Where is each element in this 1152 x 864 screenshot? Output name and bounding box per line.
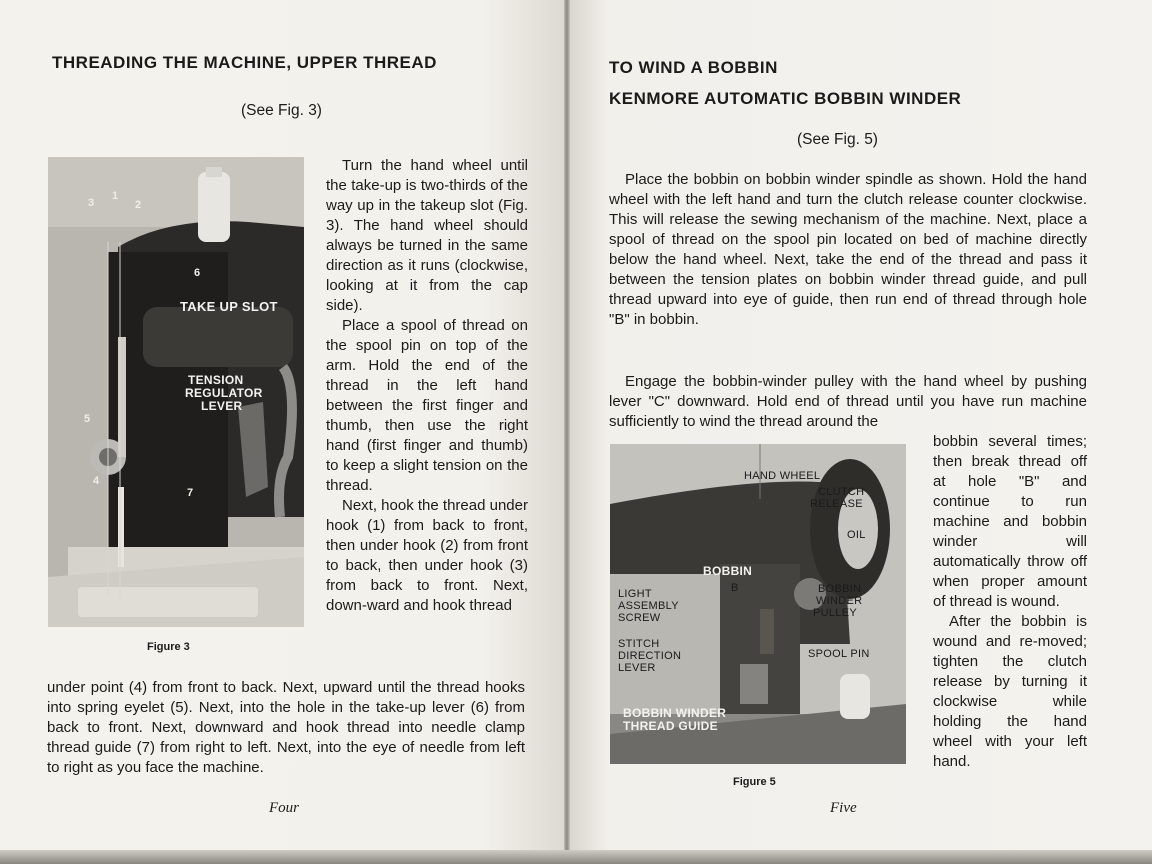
right-page bbox=[568, 0, 1152, 864]
paragraph-after-wound: After the bobbin is wound and re-moved; tighten the clutch release by turning it clockwise while holding the hand wheel with your left hand. bbox=[933, 613, 1087, 770]
point-number-4: 4 bbox=[93, 475, 100, 487]
paragraph-engage-pulley: Engage the bobbin-winder pulley with the hand wheel by pushing lever "C" downward. Hold end of thread until you have run machine sufficiently to wind the thread around the bbox=[609, 373, 1087, 430]
clutch-label-line1: CLUTCH bbox=[818, 486, 865, 498]
stitch-lever-label-line1: STITCH bbox=[618, 638, 660, 650]
tension-label-line1: TENSION bbox=[188, 373, 244, 387]
figure-5-photo bbox=[610, 444, 906, 764]
stitch-lever-label-line2: DIRECTION bbox=[618, 650, 682, 662]
hand-wheel-label: HAND WHEEL bbox=[744, 470, 821, 482]
figure-3-caption: Figure 3 bbox=[147, 641, 190, 653]
paragraph-spool: Place a spool of thread on the spool pin on top of the arm. Hold the end of the thread in the left hand between the first finger and thumb, then use the right hand (first finger and thumb) to keep a slight tension on the thread. bbox=[326, 317, 528, 494]
winder-pulley-label-line2: WINDER bbox=[816, 595, 863, 607]
see-figure-reference: (See Fig. 5) bbox=[797, 131, 878, 148]
paragraph-threading-continued: under point (4) from front to back. Next, upward until the thread hooks into spring eyelet (5). Next, into the hole in the take-up lever (6) from back to front. Next, downward and hook thread into needle clamp thread guide (7) from right to left. Next, into the eye of needle from left to right as you face the machine. bbox=[47, 679, 525, 776]
guide-number-7: 7 bbox=[187, 487, 194, 499]
hook-number-3: 3 bbox=[88, 197, 95, 209]
light-screw-label-line1: LIGHT bbox=[618, 588, 652, 600]
figure-3-photo bbox=[48, 157, 304, 627]
right-engage-text bbox=[609, 372, 1087, 432]
page-number-left: Four bbox=[269, 800, 299, 816]
bobbin-label: BOBBIN bbox=[703, 564, 753, 578]
take-up-number-6: 6 bbox=[194, 267, 201, 279]
left-page bbox=[0, 0, 568, 864]
winder-pulley-label-line1: BOBBIN bbox=[818, 583, 862, 595]
right-column-text bbox=[933, 432, 1087, 772]
stitch-lever-label-line3: LEVER bbox=[618, 662, 656, 674]
section-heading: THREADING THE MACHINE, UPPER THREAD bbox=[52, 53, 437, 72]
see-figure-reference: (See Fig. 3) bbox=[241, 102, 322, 119]
paragraph-wind-several: bobbin several times; then break thread off at hole "B" and continue to run machine and bobbin winder will automatically throw off when proper amount of thread is wound. bbox=[933, 433, 1087, 610]
light-screw-label-line2: ASSEMBLY bbox=[618, 600, 679, 612]
take-up-slot-label: TAKE UP SLOT bbox=[180, 299, 278, 314]
hook-number-1: 1 bbox=[112, 190, 119, 202]
clutch-label-line2: RELEASE bbox=[810, 498, 863, 510]
tension-label-line3: LEVER bbox=[201, 399, 243, 413]
sewing-machine-illustration bbox=[48, 157, 304, 627]
light-screw-label-line3: SCREW bbox=[618, 612, 661, 624]
eyelet-number-5: 5 bbox=[84, 413, 91, 425]
left-full-text bbox=[47, 678, 525, 778]
oil-label: OIL bbox=[847, 529, 866, 541]
spool-pin-label: SPOOL PIN bbox=[808, 648, 870, 660]
hook-number-2: 2 bbox=[135, 199, 142, 211]
thread-guide-label-line1: BOBBIN WINDER bbox=[623, 706, 727, 720]
hole-b-label: B bbox=[731, 582, 739, 594]
page-number-right: Five bbox=[830, 800, 857, 816]
winder-pulley-label-line3: PULLEY bbox=[813, 607, 857, 619]
thread-guide-label-line2: THREAD GUIDE bbox=[623, 719, 718, 733]
right-intro-text bbox=[609, 170, 1087, 330]
book-spine bbox=[564, 0, 570, 864]
tension-label-line2: REGULATOR bbox=[185, 386, 263, 400]
page-bottom-edge bbox=[0, 850, 1152, 864]
left-column-text bbox=[326, 156, 528, 616]
paragraph-turn-wheel: Turn the hand wheel until the take-up is two-thirds of the way up in the takeup slot (Fig. 3). The hand wheel should always be turned in the same direction as it runs (clockwise, looking at it from the cap side). bbox=[326, 157, 528, 314]
section-subheading-bobbin-winder: KENMORE AUTOMATIC BOBBIN WINDER bbox=[609, 89, 962, 108]
figure-5-caption: Figure 5 bbox=[733, 776, 776, 788]
paragraph-hooks: Next, hook the thread under hook (1) from back to front, then under hook (2) from front to back, then under hook (3) from back to front. Next, down-ward and hook thread bbox=[326, 497, 528, 614]
section-heading-wind-bobbin: TO WIND A BOBBIN bbox=[609, 58, 778, 77]
paragraph-place-bobbin: Place the bobbin on bobbin winder spindle as shown. Hold the hand wheel with the left hand and turn the clutch release counter clockwise. This will release the sewing mechanism of the machine. Next, place a spool of thread on the spool pin located on bed of machine directly below the hand wheel. Next, take the end of the thread and pass it between the tension plates on bobbin winder thread guide, and pull thread upward into eye of guide, then run end of thread through hole "B" in bobbin. bbox=[609, 171, 1087, 328]
